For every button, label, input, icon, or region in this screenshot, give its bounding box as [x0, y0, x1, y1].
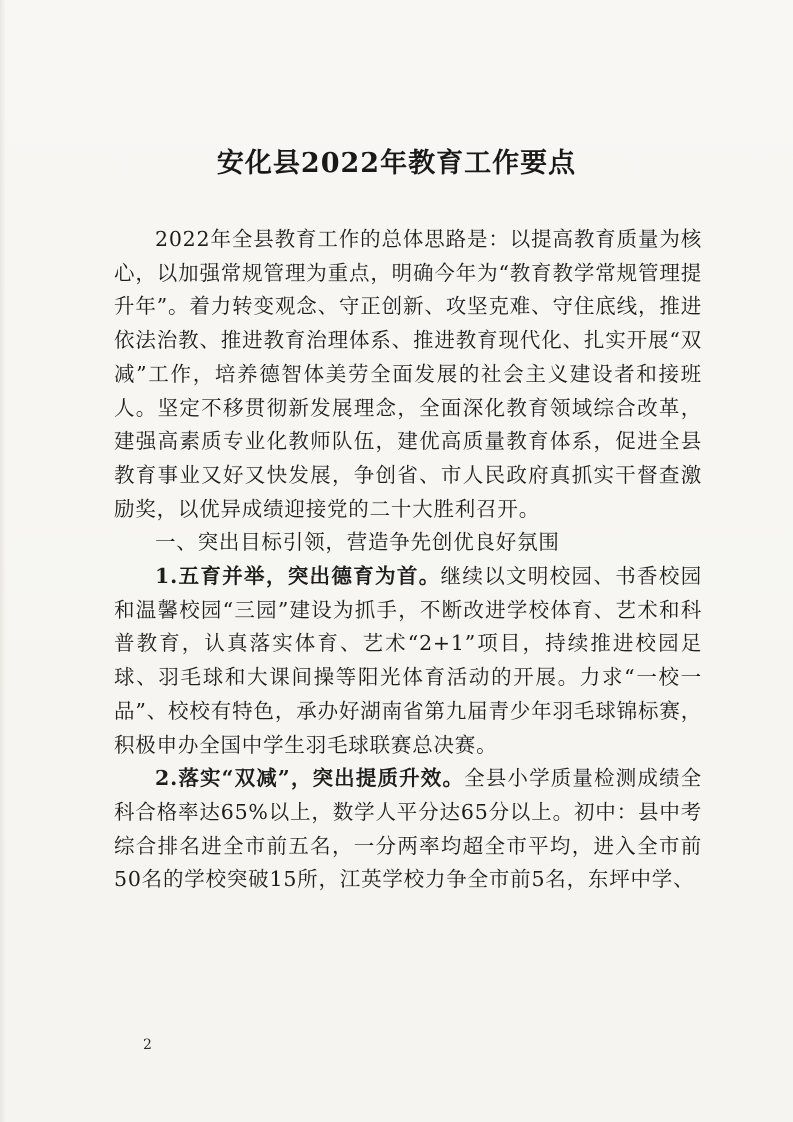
item-1-text: 继续以文明校园、书香校园和温馨校园“三园”建设为抓手，不断改进学校体育、艺术和科普教育，认真落实体育、艺术“2+1”项目，持续推进校园足球、羽毛球和大课间操等阳光体育活动的开展。力求“一校一品”、校校有特色，承办好湖南省第九届青少年羽毛球锦标赛，积极申办全国中学生羽毛球联赛总决赛。 — [114, 564, 702, 757]
item-1-lead: 1.五育并举，突出德育为首。 — [155, 564, 441, 589]
item-1-paragraph — [114, 560, 702, 762]
document-body — [114, 223, 702, 897]
intro-paragraph: 2022年全县教育工作的总体思路是：以提高教育质量为核心，以加强常规管理为重点，明确今年为“教育教学常规管理提升年”。着力转变观念、守正创新、攻坚克难、守住底线，推进依法治教、推进教育治理体系、推进教育现代化、扎实开展“双减”工作，培养德智体美劳全面发展的社会主义建设者和接班人。坚定不移贯彻新发展理念，全面深化教育领域综合改革，建强高素质专业化教师队伍，建优高质量教育体系，促进全县教育事业又好又快发展，争创省、市人民政府真抓实干督查激励奖，以优异成绩迎接党的二十大胜利召开。 — [114, 227, 702, 521]
item-2-lead: 2.落实“双减”，突出提质升效。 — [155, 766, 465, 791]
page-number: 2 — [143, 1037, 152, 1053]
item-2-paragraph — [114, 762, 702, 897]
section-heading: 一、突出目标引领，营造争先创优良好氛围 — [155, 530, 560, 555]
document-title: 安化县2022年教育工作要点 — [216, 148, 577, 179]
item-2-text: 全县小学质量检测成绩全科合格率达65%以上，数学人平分达65分以上。初中：县中考综合排名进全市前五名，一分两率均超全市平均，进入全市前50名的学校突破15所，江英学校力争全市前5名，东坪中学、 — [114, 766, 702, 892]
